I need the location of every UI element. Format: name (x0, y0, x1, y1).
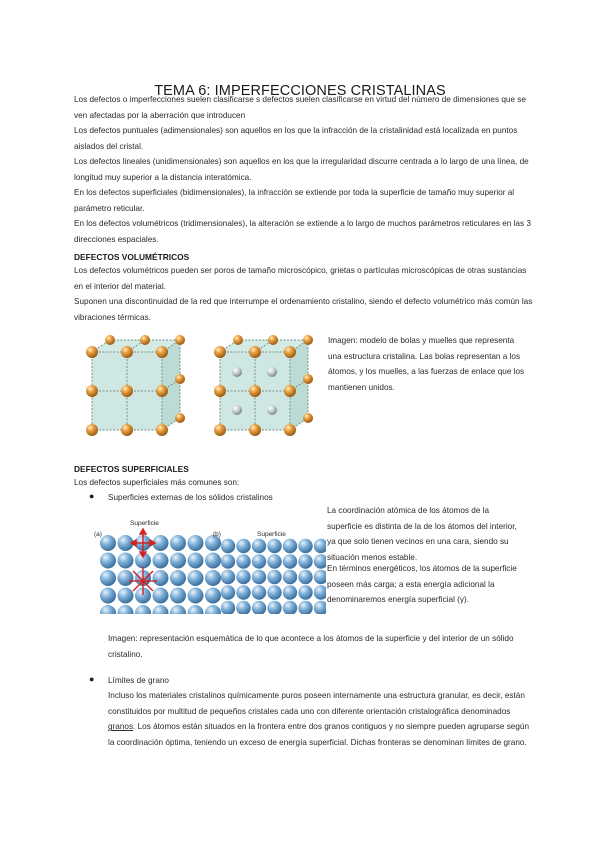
atom (298, 554, 312, 568)
volumetricos-paragraph-1: Los defectos volumétricos pueden ser poros de tamaño microscópico, grietas o partículas microscópicas de otras sustancias en el interior del material. (74, 266, 527, 291)
atom (298, 585, 312, 599)
section-heading-superficiales: DEFECTOS SUPERFICIALES (74, 464, 189, 474)
atom (252, 585, 266, 599)
surface-figure-b (221, 539, 326, 614)
grain-text-after: . Los átomos están situados en la frontera entre dos granos contiguos y no siempre pueden agruparse según la coordinación óptima, teniendo un exceso de energía superficial. Dichas fronteras se denominan límites de grano. (108, 722, 530, 747)
surface-side-text-2: En términos energéticos, los átomos de la superficie poseen más carga; a esta energía adicional la denominaremos energía superficial (γ). (327, 564, 517, 605)
figure-label-b: (b) (213, 531, 221, 538)
figure-title-a: Superficie (130, 520, 159, 527)
surface-atoms-figure (90, 516, 326, 614)
intro-paragraph-3: Los defectos lineales (unidimensionales) son aquellos en los que la irregularidad discurre centrada a lo largo de una línea, de longitud muy superior a la distancia interatómica. (74, 157, 529, 182)
atom (153, 588, 169, 604)
bullet-icon: ● (89, 491, 95, 501)
atom (267, 539, 281, 553)
atom (252, 539, 266, 553)
atom (283, 554, 297, 568)
atom (100, 570, 116, 586)
atom (267, 601, 281, 614)
atom (170, 605, 186, 614)
atom (314, 539, 326, 553)
atom (267, 554, 281, 568)
grain-boundary-paragraph (108, 688, 530, 750)
atom (205, 570, 221, 586)
atom (236, 539, 250, 553)
atom (221, 585, 235, 599)
atom (188, 535, 204, 551)
atom (236, 601, 250, 614)
atom (153, 570, 169, 586)
intro-paragraph-5: En los defectos volumétricos (tridimensionales), la alteración se extiende a lo largo de muchos parámetros reticulares en las 3 direcciones espaciales. (74, 219, 531, 244)
atom (118, 588, 134, 604)
figure-label-a: (a) (94, 531, 102, 538)
intro-paragraph-4: En los defectos superficiales (bidimensionales), la infracción se extiende por toda la superficie de tamaño muy superior al parámetro reticular. (74, 188, 515, 213)
atom (153, 553, 169, 569)
intro-paragraph-2: Los defectos puntuales (adimensionales) son aquellos en los que la infracción de la cristalinidad está localizada en puntos aislados del cristal. (74, 126, 518, 151)
bullet-limites-de-grano: Límites de grano (108, 676, 169, 685)
atom (298, 570, 312, 584)
atom (283, 585, 297, 599)
atom (205, 588, 221, 604)
crystal-image-caption: Imagen: modelo de bolas y muelles que representa una estructura cristalina. Las bolas representan a los átomos, y los muelles, a las fuerzas de enlace que los mantienen unidos. (328, 336, 525, 392)
granos-link[interactable]: granos (108, 722, 134, 732)
atom (298, 601, 312, 614)
atom (221, 539, 235, 553)
page-title: TEMA 6: IMPERFECCIONES CRISTALINAS (154, 82, 446, 99)
atom (188, 553, 204, 569)
atom (188, 605, 204, 614)
atom (118, 605, 134, 614)
atom (188, 570, 204, 586)
atom (314, 570, 326, 584)
atom (221, 601, 235, 614)
grain-text-before: Incluso los materiales cristalinos químicamente puros poseen internamente una estructura granular, es decir, están constituidos por multitud de pequeños cristales cada uno con diferente orientación cristalográfica denominados (108, 691, 525, 716)
atom (118, 553, 134, 569)
atom (236, 554, 250, 568)
atom (283, 601, 297, 614)
atom (170, 553, 186, 569)
atom (170, 535, 186, 551)
volumetricos-paragraph-2: Suponen una discontinuidad de la red que interrumpe el ordenamiento cristalino, siendo el defecto volumétrico más común las vibraciones térmicas. (74, 297, 533, 322)
crystal-cube-left (86, 335, 185, 436)
superficiales-intro: Los defectos superficiales más comunes son: (74, 478, 240, 487)
atom (221, 570, 235, 584)
atom (236, 585, 250, 599)
atom (283, 539, 297, 553)
atom (314, 601, 326, 614)
atom (267, 585, 281, 599)
atom (100, 553, 116, 569)
atom (267, 570, 281, 584)
crystal-cube-right (214, 335, 313, 436)
atom (118, 570, 134, 586)
ball-spring-crystal-image (72, 332, 320, 440)
atom (100, 588, 116, 604)
surface-figure-caption: Imagen: representación esquemática de lo que acontece a los átomos de la superficie y del interior de un sólido cristalino. (108, 634, 514, 659)
atom (314, 585, 326, 599)
atom (252, 601, 266, 614)
atom (205, 605, 221, 614)
surface-side-text-1: La coordinación atómica de los átomos de la superficie es distinta de la de los átomos del interior, ya que solo tienen vecinos en una cara, siendo su situación menos estable. (327, 506, 517, 562)
atom (252, 554, 266, 568)
intro-paragraph-1: Los defectos o imperfecciones suelen clasificarse s defectos suelen clasificarse en virtud del número de dimensiones que se ven afectadas por la aberración que introducen (74, 95, 526, 120)
atom (170, 588, 186, 604)
atom (252, 570, 266, 584)
atom (221, 554, 235, 568)
atom (100, 535, 116, 551)
atom (153, 605, 169, 614)
atom (170, 570, 186, 586)
atom (188, 588, 204, 604)
atom (135, 605, 151, 614)
bullet-superficies-externas: Superficies externas de los sólidos cristalinos (108, 493, 273, 502)
atom (283, 570, 297, 584)
atom (236, 570, 250, 584)
atom (205, 553, 221, 569)
bullet-icon: ● (89, 674, 95, 684)
figure-title-b: Superficie (257, 531, 286, 538)
atom (100, 605, 116, 614)
atom (298, 539, 312, 553)
section-heading-volumetricos: DEFECTOS VOLUMÉTRICOS (74, 252, 190, 262)
surface-figure-a (100, 529, 221, 614)
atom (314, 554, 326, 568)
